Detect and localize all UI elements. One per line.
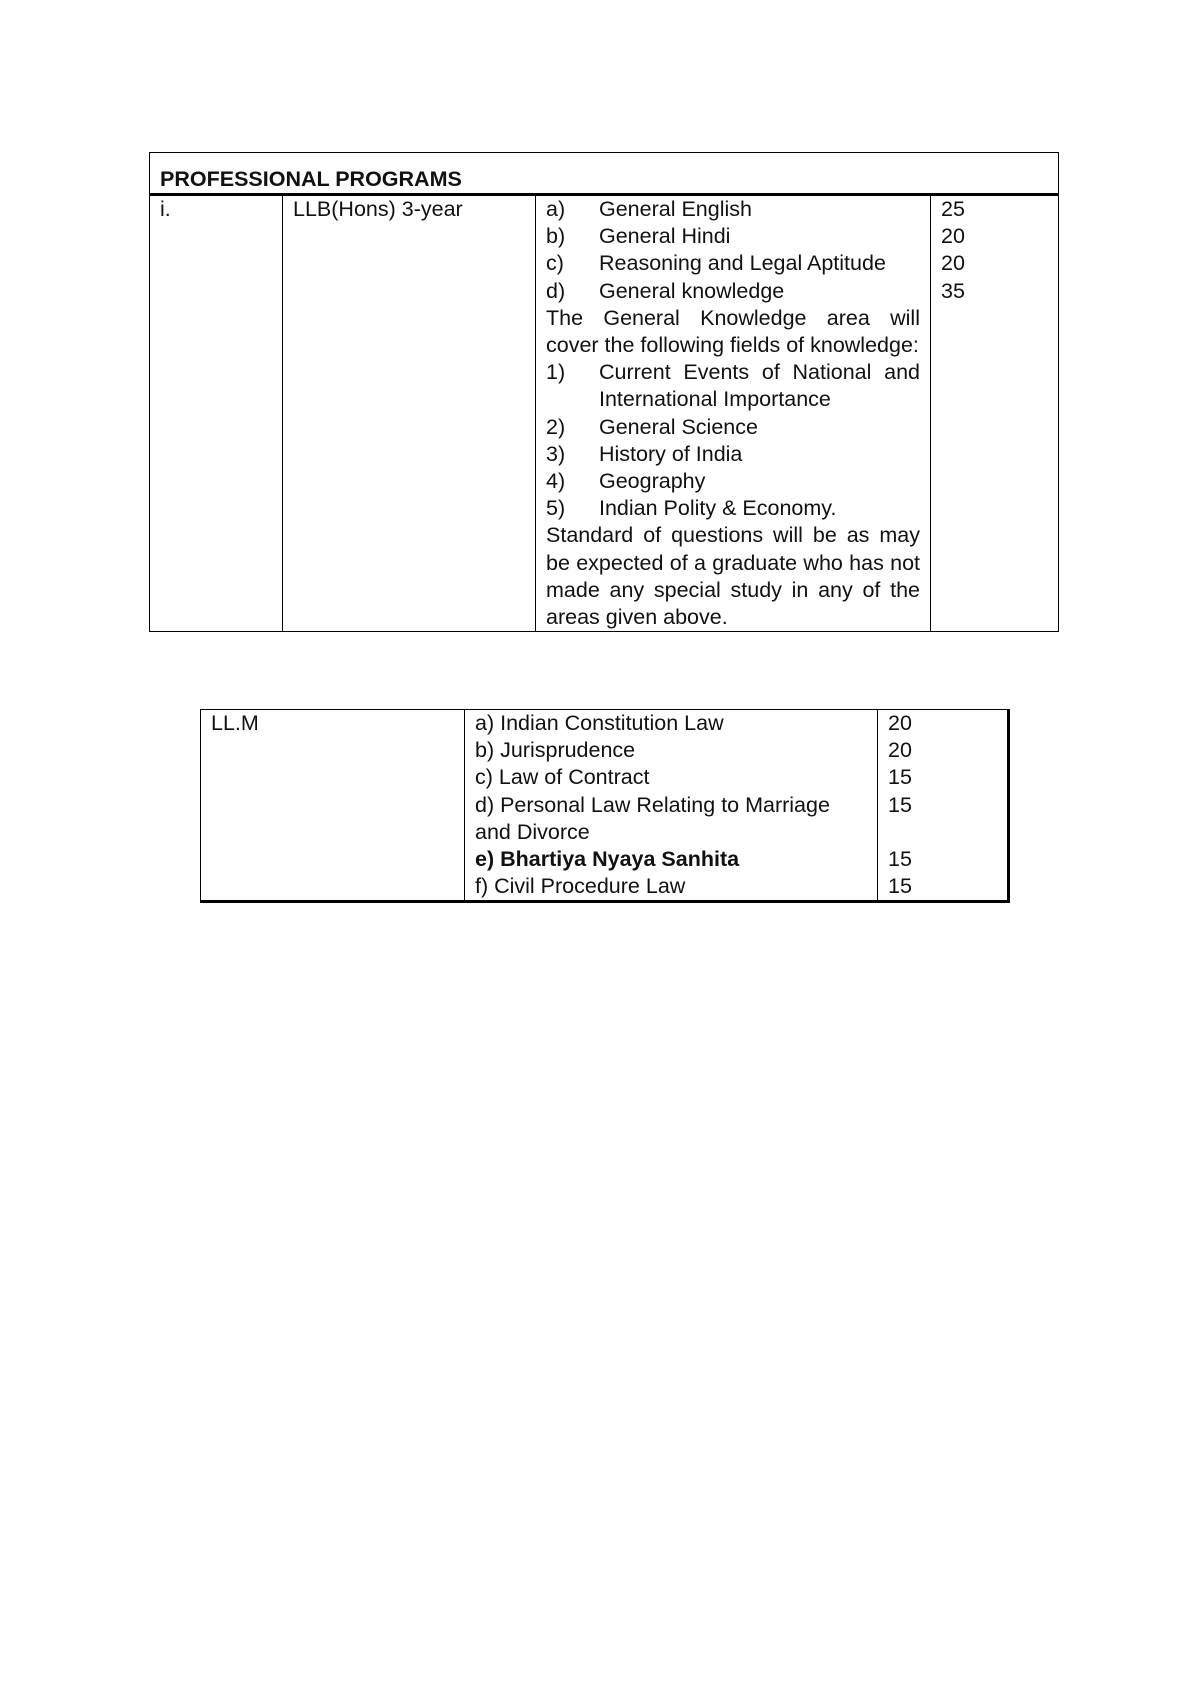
professional-programs-table <box>149 152 1059 632</box>
weight-value: 15 <box>888 792 912 817</box>
field-name: Geography <box>599 469 706 494</box>
program-cell: LL.M <box>201 710 465 902</box>
field-index: 1) <box>546 360 566 385</box>
field-index: 3) <box>546 441 566 466</box>
subject-index: d) <box>546 278 566 303</box>
weight-value: 20 <box>941 224 965 249</box>
list-item <box>546 468 920 495</box>
weight-value: 15 <box>888 874 912 899</box>
subject-index: c) <box>546 251 564 276</box>
weight-value: 15 <box>888 765 912 790</box>
list-item <box>546 441 920 468</box>
field-name: Indian Polity & Economy. <box>599 496 837 521</box>
subject-name: General English <box>599 197 752 221</box>
weight-value: 20 <box>941 251 965 276</box>
subject-name: f) Civil Procedure Law <box>475 874 686 899</box>
section-heading: PROFESSIONAL PROGRAMS <box>150 153 1059 195</box>
list-item <box>546 196 920 223</box>
weight-value: 20 <box>888 711 912 735</box>
serial-cell: i. <box>150 195 283 632</box>
subjects-cell <box>536 195 931 632</box>
weight-value: 35 <box>941 278 965 303</box>
subject-name: e) Bhartiya Nyaya Sanhita <box>475 847 740 872</box>
list-item <box>546 223 920 250</box>
subject-name: Reasoning and Legal Aptitude <box>599 251 886 276</box>
subject-name: b) Jurisprudence <box>475 738 636 763</box>
list-item <box>546 278 920 305</box>
list-item <box>546 359 920 413</box>
field-name: History of India <box>599 441 743 466</box>
subject-index: a) <box>546 197 566 221</box>
field-name: General Science <box>599 414 758 439</box>
field-index: 5) <box>546 496 566 521</box>
weight-spacer <box>888 819 997 846</box>
subjects-cell <box>465 710 878 902</box>
weights-cell <box>931 195 1059 632</box>
subject-index: b) <box>546 224 566 249</box>
gk-intro-text: The General Knowledge area will cover the following fields of knowledge: <box>546 305 920 358</box>
field-index: 4) <box>546 469 566 494</box>
program-cell: LLB(Hons) 3-year <box>283 195 536 632</box>
table-row <box>201 710 1009 902</box>
subject-name: d) Personal Law Relating to Marriage and Divorce <box>475 792 830 844</box>
field-index: 2) <box>546 414 566 439</box>
subject-name: a) Indian Constitution Law <box>475 711 724 735</box>
table-header-row <box>150 153 1059 195</box>
subject-name: c) Law of Contract <box>475 765 650 790</box>
weight-value: 25 <box>941 197 965 221</box>
weights-cell <box>878 710 1009 902</box>
standard-note-text: Standard of questions will be as may be expected of a graduate who has not made any special study in any of the areas given above. <box>546 523 920 630</box>
subject-name: General knowledge <box>599 278 785 303</box>
list-item <box>546 250 920 277</box>
list-item <box>546 495 920 522</box>
list-item <box>546 414 920 441</box>
subject-name: General Hindi <box>599 224 731 249</box>
weight-value: 15 <box>888 847 912 872</box>
llm-table <box>200 709 1010 903</box>
weight-value: 20 <box>888 738 912 763</box>
table-row <box>150 195 1059 632</box>
field-name: Current Events of National and International Importance <box>599 360 920 412</box>
